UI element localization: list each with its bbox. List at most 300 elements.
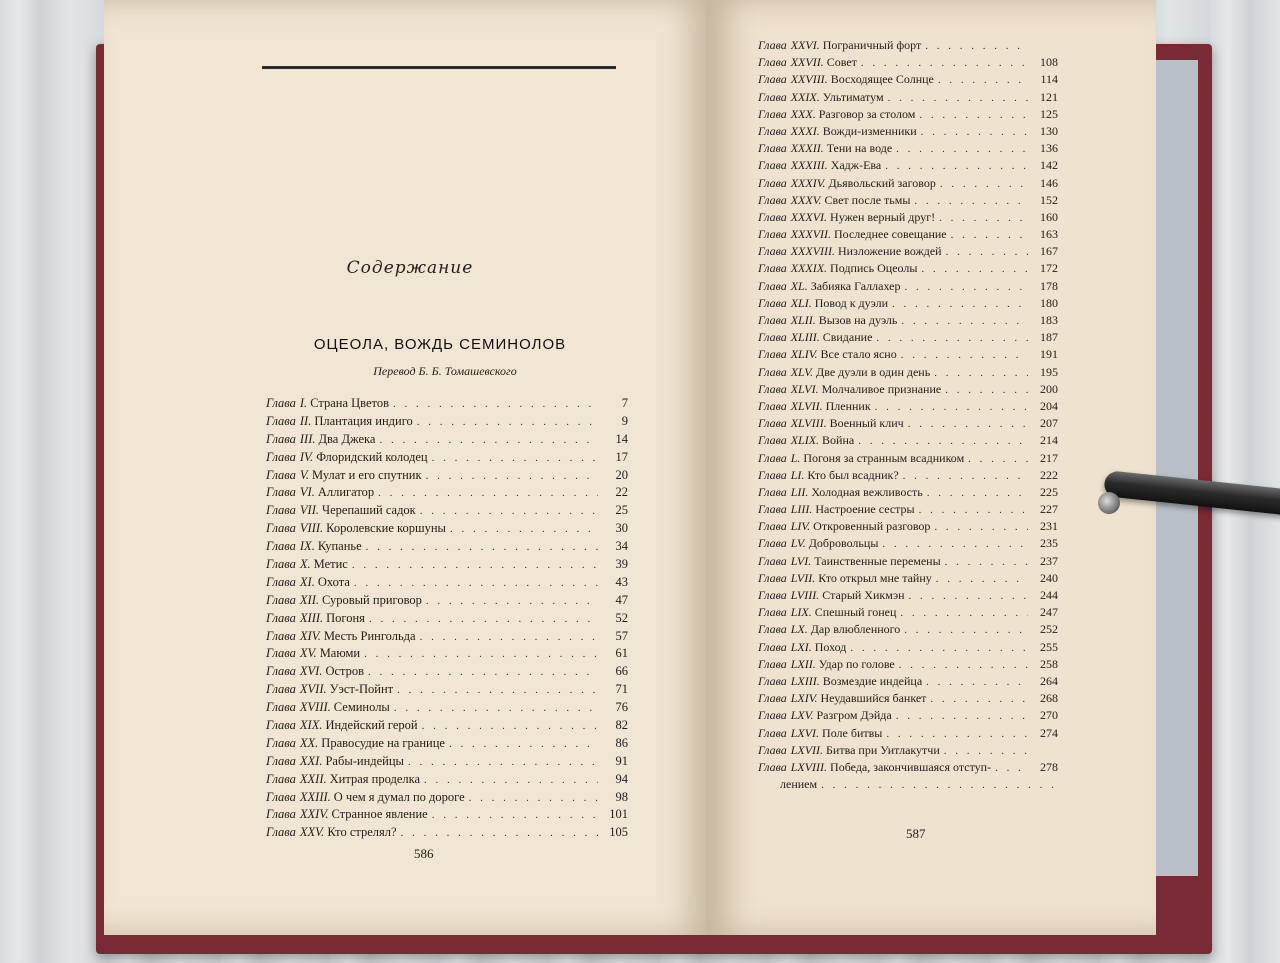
novel-title: ОЦЕОЛА, ВОЖДЬ СЕМИНОЛОВ: [313, 336, 567, 353]
chapter-title: Черепаший садок: [321, 503, 416, 518]
dot-leader: [926, 676, 1028, 688]
chapter-word: Глава: [758, 72, 787, 87]
dot-leader: [379, 434, 598, 446]
chapter-page: 30: [615, 521, 628, 536]
chapter-word: Глава: [758, 192, 787, 207]
chapter-page: 264: [1040, 673, 1058, 688]
chapter-title: Низложение вождей: [838, 244, 942, 259]
dot-leader: [968, 453, 1028, 465]
toc-entry: [758, 107, 1058, 124]
toc-entry: [266, 718, 628, 736]
chapter-title: Суровый приговор: [321, 592, 422, 607]
chapter-title: Правосудие на границе: [321, 735, 445, 750]
dot-leader: [896, 710, 1028, 722]
chapter-page: 204: [1040, 398, 1058, 413]
chapter-number: XLVIII.: [790, 416, 827, 431]
chapter-word: Глава: [758, 295, 787, 310]
toc-right-list: [758, 38, 1058, 794]
chapter-title: Страна Цветов: [310, 396, 389, 410]
toc-continuation: [758, 777, 1058, 794]
chapter-page: 71: [615, 682, 628, 697]
chapter-page: 61: [615, 646, 628, 661]
dot-leader: [904, 281, 1028, 293]
chapter-page: 17: [615, 449, 628, 464]
chapter-number: XXXI.: [790, 123, 820, 138]
toc-entry: [758, 193, 1058, 210]
dot-leader: [936, 573, 1028, 585]
chapter-title: Флоридский колодец: [316, 449, 428, 464]
chapter-number: L.: [790, 450, 801, 465]
dot-leader: [364, 648, 598, 660]
chapter-word: Глава: [758, 364, 787, 379]
chapter-page: 187: [1040, 330, 1058, 345]
toc-entry: [266, 772, 628, 790]
chapter-title: Маюми: [319, 646, 361, 661]
chapter-page: 114: [1040, 72, 1058, 87]
toc-entry: [266, 539, 628, 557]
chapter-word: Глава: [758, 708, 787, 723]
chapter-title: Странное явление: [331, 807, 428, 822]
chapter-word: Глава: [758, 381, 787, 396]
chapter-number: III.: [299, 431, 316, 446]
toc-entry: [266, 629, 628, 647]
toc-entry: [758, 124, 1058, 141]
chapter-title: Вызов на дуэль: [818, 313, 898, 327]
dot-leader: [901, 315, 1028, 327]
chapter-word: Глава: [758, 553, 787, 568]
chapter-number: XLIX.: [790, 433, 820, 448]
toc-entry: [758, 657, 1058, 674]
toc-entry: [266, 682, 628, 700]
chapter-number: XLI.: [790, 295, 812, 310]
chapter-page: 227: [1040, 502, 1058, 517]
chapter-word: Глава: [758, 450, 787, 465]
dot-leader: [875, 401, 1028, 413]
chapter-number: XXVII.: [790, 55, 824, 70]
chapter-word: Глава: [758, 467, 787, 482]
chapter-word: Глава: [758, 244, 787, 259]
chapter-page: 86: [615, 735, 628, 750]
chapter-title: Кто стрелял?: [327, 825, 397, 840]
chapter-word: Глава: [266, 664, 296, 679]
chapter-title: Дьявольский заговор: [828, 175, 936, 190]
dot-leader: [401, 827, 598, 839]
chapter-page: 125: [1040, 106, 1058, 121]
chapter-page: 22: [615, 485, 628, 500]
chapter-number: XXVIII.: [790, 72, 828, 87]
chapter-title: Уэст-Пойнт: [329, 682, 394, 697]
chapter-number: LV.: [790, 536, 806, 551]
dot-leader: [850, 642, 1028, 654]
toc-entry: [758, 502, 1058, 519]
chapter-word: Глава: [758, 175, 787, 190]
chapter-number: XII.: [299, 592, 319, 607]
dot-leader: [934, 521, 1028, 533]
chapter-number: XXXII.: [790, 141, 824, 156]
page-number-left: 586: [414, 846, 434, 861]
dot-leader: [861, 57, 1028, 69]
dot-leader: [368, 666, 598, 678]
dot-leader: [352, 559, 598, 571]
dot-leader: [394, 702, 598, 714]
chapter-page: 225: [1040, 484, 1058, 499]
dot-leader: [938, 74, 1028, 86]
chapter-title: Настроение сестры: [815, 502, 915, 517]
chapter-number: LIX.: [790, 605, 812, 620]
chapter-number: XXXIX.: [790, 261, 828, 276]
chapter-word: Глава: [758, 639, 787, 654]
dot-leader: [426, 470, 598, 482]
chapter-title: Победа, закончившаяся отступ-: [830, 759, 992, 774]
toc-entry: [758, 451, 1058, 468]
chapter-word: Глава: [266, 735, 296, 750]
chapter-page: 82: [615, 718, 628, 733]
chapter-word: Глава: [266, 503, 296, 518]
chapter-title: Совет: [826, 55, 857, 70]
chapter-number: LIV.: [790, 519, 811, 534]
chapter-number: IV.: [299, 449, 314, 464]
chapter-title: Вожди-изменники: [822, 123, 917, 138]
chapter-page: 258: [1040, 656, 1058, 671]
chapter-page: 195: [1040, 364, 1058, 379]
chapter-title: Война: [822, 433, 855, 448]
toc-entry: [758, 519, 1058, 536]
toc-entry: [758, 571, 1058, 588]
chapter-word: Глава: [266, 682, 296, 697]
chapter-page: 214: [1040, 433, 1058, 448]
chapter-title: Пленник: [825, 398, 871, 413]
chapter-page: 222: [1040, 467, 1058, 482]
chapter-title: Свет после тьмы: [824, 192, 911, 207]
toc-entry: [266, 468, 628, 486]
chapter-title: Аллигатор: [317, 485, 375, 500]
chapter-page: 240: [1040, 570, 1058, 585]
chapter-number: LVI.: [790, 553, 812, 568]
dot-leader: [886, 728, 1028, 740]
chapter-number: XXV.: [299, 825, 325, 840]
chapter-number: XI.: [299, 574, 315, 589]
toc-entry: [758, 55, 1058, 72]
chapter-title: Молчаливое признание: [821, 381, 942, 396]
chapter-title: Охота: [317, 574, 350, 589]
chapter-title: Битва при Уитлакутчи: [826, 742, 940, 757]
chapter-page: 252: [1040, 622, 1058, 637]
chapter-word: Глава: [758, 398, 787, 413]
toc-entry: [266, 414, 628, 432]
chapter-title: Удар по голове: [818, 656, 895, 671]
chapter-word: Глава: [266, 431, 296, 446]
chapter-number: LXIV.: [790, 691, 818, 706]
toc-entry: [758, 760, 1058, 777]
chapter-word: Глава: [758, 141, 787, 156]
toc-entry: [758, 605, 1058, 622]
chapter-word: Глава: [758, 656, 787, 671]
chapter-title: Купанье: [317, 539, 362, 554]
chapter-number: XIX.: [299, 718, 323, 733]
chapter-number: LVII.: [790, 570, 816, 585]
chapter-title: Таинственные перемены: [814, 553, 941, 568]
chapter-word: Глава: [266, 771, 296, 786]
toc-entry: [266, 790, 628, 808]
chapter-title: Военный клич: [829, 416, 904, 431]
dot-leader: [945, 384, 1028, 396]
chapter-page: 268: [1040, 691, 1058, 706]
dot-leader: [939, 212, 1028, 224]
chapter-word: Глава: [758, 519, 787, 534]
chapter-title: Кто открыл мне тайну: [818, 570, 932, 585]
toc-entry: [266, 557, 628, 575]
dot-leader: [885, 160, 1028, 172]
chapter-title: Холодная вежливость: [811, 484, 923, 499]
toc-entry: [758, 38, 1058, 55]
chapter-page: 255: [1040, 639, 1058, 654]
toc-entry: [758, 261, 1058, 278]
chapter-word: Глава: [266, 825, 296, 840]
chapter-number: LII.: [790, 484, 809, 499]
toc-entry: [266, 503, 628, 521]
chapter-word: Глава: [758, 605, 787, 620]
chapter-number: LXII.: [790, 656, 816, 671]
chapter-number: XVI.: [299, 664, 323, 679]
toc-entry: [266, 575, 628, 593]
chapter-number: LXVII.: [790, 742, 824, 757]
chapter-number: XXX.: [790, 106, 816, 121]
chapter-word: Глава: [758, 261, 787, 276]
chapter-title: Две дуэли в один день: [816, 364, 931, 379]
chapter-title: Подпись Оцеолы: [830, 261, 918, 276]
chapter-word: Глава: [266, 521, 296, 536]
toc-entry: [266, 611, 628, 629]
chapter-page: 278: [1040, 759, 1058, 774]
chapter-title: Индейский герой: [325, 718, 418, 733]
chapter-title: Последнее совещание: [834, 227, 947, 242]
dot-leader: [821, 779, 1054, 791]
chapter-word: Глава: [266, 789, 296, 804]
toc-entry: [758, 365, 1058, 382]
chapter-word: Глава: [758, 416, 787, 431]
chapter-title: Добровольцы: [808, 536, 879, 551]
toc-entry: [758, 141, 1058, 158]
chapter-word: Глава: [758, 278, 787, 293]
chapter-word: Глава: [266, 539, 296, 554]
toc-entry: [758, 158, 1058, 175]
chapter-page: 108: [1040, 55, 1058, 70]
toc-entry: [758, 622, 1058, 639]
dot-leader: [900, 607, 1028, 619]
chapter-title: О чем я думал по дороге: [333, 789, 465, 804]
chapter-word: Глава: [266, 628, 296, 643]
chapter-page: 200: [1040, 381, 1058, 396]
translator-credit: Перевод Б. Б. Томашевского: [373, 364, 517, 378]
chapter-number: XX.: [299, 735, 319, 750]
chapter-number: XXI.: [299, 753, 323, 768]
dot-leader: [882, 538, 1028, 550]
chapter-word: Глава: [758, 484, 787, 499]
toc-entry: [758, 588, 1058, 605]
chapter-number: VII.: [299, 503, 319, 518]
dot-leader: [369, 613, 598, 625]
chapter-word: Глава: [758, 313, 787, 327]
chapter-word: Глава: [758, 227, 787, 242]
chapter-word: Глава: [266, 485, 296, 500]
chapter-word: Глава: [758, 330, 787, 345]
chapter-page: 231: [1040, 519, 1058, 534]
page-number-right: 587: [906, 826, 926, 841]
chapter-title: Старый Хикмэн: [822, 588, 905, 602]
chapter-title: Семинолы: [333, 700, 390, 715]
chapter-number: LXVI.: [790, 725, 820, 740]
chapter-number: XIII.: [299, 610, 324, 625]
chapter-word: Глава: [266, 574, 296, 589]
chapter-page: 244: [1040, 588, 1058, 602]
chapter-number: XXVI.: [790, 38, 820, 52]
toc-entry: [758, 708, 1058, 725]
chapter-word: Глава: [758, 106, 787, 121]
dot-leader: [909, 590, 1028, 602]
chapter-title: Повод к дуэли: [814, 295, 888, 310]
header-rule: [262, 66, 616, 69]
toc-entry: [266, 646, 628, 664]
chapter-page: 142: [1040, 158, 1058, 173]
dot-leader: [420, 505, 598, 517]
dot-leader: [908, 418, 1028, 430]
chapter-number: XXII.: [299, 771, 327, 786]
toc-entry: [266, 593, 628, 611]
chapter-word: Глава: [758, 536, 787, 551]
chapter-title: Забияка Галлахер: [810, 278, 901, 293]
chapter-title: Восходящее Солнце: [830, 72, 934, 87]
chapter-title: Дар влюбленного: [810, 622, 901, 637]
chapter-page: 274: [1040, 725, 1058, 740]
chapter-word: Глава: [266, 753, 296, 768]
chapter-word: Глава: [758, 123, 787, 138]
chapter-page: 57: [615, 628, 628, 643]
chapter-title: Неудавшийся банкет: [820, 691, 927, 706]
dot-leader: [888, 92, 1028, 104]
toc-entry: [758, 176, 1058, 193]
chapter-word: Глава: [266, 396, 296, 410]
chapter-page: 247: [1040, 605, 1058, 620]
chapter-page: 167: [1040, 244, 1058, 259]
chapter-word: Глава: [758, 588, 787, 602]
chapter-page: 34: [615, 539, 628, 554]
chapter-number: II.: [299, 413, 312, 428]
chapter-number: LXIII.: [790, 673, 820, 688]
chapter-number: XLII.: [790, 313, 816, 327]
dot-leader: [432, 452, 598, 464]
dot-leader: [420, 631, 598, 643]
toc-entry: [758, 72, 1058, 89]
dot-leader: [940, 178, 1028, 190]
chapter-page: 25: [615, 503, 628, 518]
chapter-page: 66: [615, 664, 628, 679]
dot-leader: [901, 349, 1028, 361]
toc-entry: [266, 700, 628, 718]
pen-tip: [1098, 492, 1120, 514]
toc-entry: [266, 396, 628, 414]
chapter-title: Остров: [325, 664, 365, 679]
chapter-number: XXIX.: [790, 89, 820, 104]
toc-entry: [758, 536, 1058, 553]
chapter-page: 9: [621, 413, 628, 428]
toc-entry: [266, 432, 628, 450]
chapter-page: 178: [1040, 278, 1058, 293]
toc-entry: [266, 664, 628, 682]
toc-entry: [266, 825, 628, 843]
toc-entry: [758, 433, 1058, 450]
chapter-word: Глава: [758, 209, 787, 224]
dot-leader: [858, 435, 1028, 447]
dot-leader: [945, 556, 1028, 568]
chapter-page: 101: [609, 807, 628, 822]
chapter-number: XXXVII.: [790, 227, 832, 242]
toc-entry: [758, 691, 1058, 708]
toc-entry: [758, 485, 1058, 502]
chapter-number: XXXVI.: [790, 209, 828, 224]
chapter-word: Глава: [758, 691, 787, 706]
toc-entry: [758, 468, 1058, 485]
dot-leader: [378, 487, 598, 499]
chapter-page: 207: [1040, 416, 1058, 431]
dot-leader: [934, 367, 1028, 379]
chapter-title: Погоня за странным всадником: [803, 450, 965, 465]
page-edges: [1150, 60, 1198, 876]
chapter-title: Хитрая проделка: [329, 771, 421, 786]
toc-entry: [758, 244, 1058, 261]
dot-leader: [995, 762, 1028, 774]
toc-entry: [758, 330, 1058, 347]
continuation-text: лением: [780, 777, 818, 792]
dot-leader: [397, 684, 598, 696]
chapter-word: Глава: [266, 557, 296, 572]
dot-leader: [903, 470, 1028, 482]
chapter-title: Откровенный разговор: [813, 519, 931, 534]
chapter-number: LI.: [790, 467, 805, 482]
dot-leader: [904, 624, 1028, 636]
chapter-word: Глава: [266, 718, 296, 733]
chapter-number: XXXVIII.: [790, 244, 836, 259]
chapter-page: 47: [615, 592, 628, 607]
chapter-number: XV.: [299, 646, 317, 661]
dot-leader: [354, 577, 598, 589]
chapter-word: Глава: [758, 725, 787, 740]
dot-leader: [899, 659, 1028, 671]
chapter-page: 91: [615, 753, 628, 768]
chapter-page: 217: [1040, 450, 1058, 465]
toc-entry: [758, 416, 1058, 433]
chapter-title: Плантация индиго: [314, 413, 413, 428]
chapter-title: Разгром Дэйда: [816, 708, 892, 723]
dot-leader: [946, 246, 1028, 258]
toc-entry: [758, 227, 1058, 244]
chapter-page: 98: [615, 789, 628, 804]
chapter-number: XLIII.: [790, 330, 820, 345]
dot-leader: [919, 504, 1028, 516]
chapter-page: 7: [621, 396, 628, 410]
toc-entry: [758, 554, 1058, 571]
dot-leader: [919, 109, 1028, 121]
dot-leader: [469, 792, 598, 804]
chapter-page: 14: [615, 431, 628, 446]
chapter-number: XXIII.: [299, 789, 331, 804]
chapter-page: 39: [615, 557, 628, 572]
dot-leader: [432, 809, 598, 821]
toc-entry: [758, 640, 1058, 657]
chapter-title: Свидание: [822, 330, 873, 345]
dot-leader: [417, 416, 598, 428]
chapter-number: XXXIV.: [790, 175, 826, 190]
chapter-number: LX.: [790, 622, 808, 637]
